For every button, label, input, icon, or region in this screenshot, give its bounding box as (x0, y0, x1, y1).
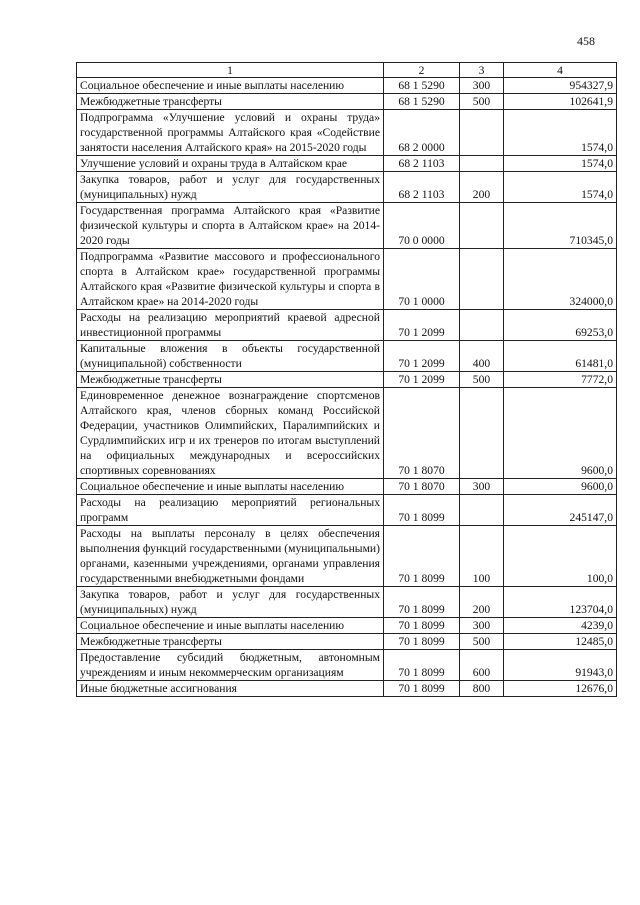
row-expense-type: 300 (460, 618, 504, 634)
row-name: Закупка товаров, работ и услуг для государственных (муниципальных) нужд (77, 172, 384, 203)
row-name: Предоставление субсидий бюджетным, автономным учреждениям и иным некоммерческим организациям (77, 650, 384, 681)
table-row (77, 310, 617, 341)
table-row (77, 156, 617, 172)
row-amount: 123704,0 (504, 587, 617, 618)
row-target-code: 70 1 8099 (384, 681, 460, 697)
budget-table (76, 62, 617, 697)
row-name: Государственная программа Алтайского края «Развитие физической культуры и спорта в Алтайском крае» на 2014-2020 годы (77, 203, 384, 249)
row-name: Улучшение условий и охраны труда в Алтайском крае (77, 156, 384, 172)
row-name: Расходы на выплаты персоналу в целях обеспечения выполнения функций государственными (муниципальными) органами, казенными учреждениями, органами управления государственными внебюджетными фондами (77, 526, 384, 587)
row-amount: 12676,0 (504, 681, 617, 697)
row-amount: 102641,9 (504, 94, 617, 110)
table-row (77, 618, 617, 634)
row-expense-type: 400 (460, 341, 504, 372)
row-target-code: 70 1 8099 (384, 587, 460, 618)
row-expense-type: 300 (460, 78, 504, 94)
row-target-code: 70 1 2099 (384, 372, 460, 388)
row-target-code: 68 2 0000 (384, 110, 460, 156)
table-row (77, 172, 617, 203)
row-expense-type: 500 (460, 94, 504, 110)
column-header: 4 (504, 63, 617, 78)
row-name: Расходы на реализацию мероприятий краевой адресной инвестиционной программы (77, 310, 384, 341)
row-name: Социальное обеспечение и иные выплаты населению (77, 479, 384, 495)
row-target-code: 70 1 8070 (384, 388, 460, 479)
row-expense-type: 500 (460, 372, 504, 388)
row-expense-type: 100 (460, 526, 504, 587)
row-expense-type (460, 156, 504, 172)
row-expense-type: 200 (460, 172, 504, 203)
row-name: Межбюджетные трансферты (77, 372, 384, 388)
row-expense-type: 500 (460, 634, 504, 650)
row-amount: 91943,0 (504, 650, 617, 681)
row-name: Капитальные вложения в объекты государственной (муниципальной) собственности (77, 341, 384, 372)
row-expense-type: 300 (460, 479, 504, 495)
row-target-code: 68 1 5290 (384, 78, 460, 94)
row-expense-type (460, 310, 504, 341)
column-header: 1 (77, 63, 384, 78)
row-expense-type (460, 203, 504, 249)
table-row (77, 587, 617, 618)
row-expense-type (460, 495, 504, 526)
row-amount: 100,0 (504, 526, 617, 587)
row-target-code: 70 1 8099 (384, 634, 460, 650)
column-header: 3 (460, 63, 504, 78)
row-target-code: 70 1 8099 (384, 526, 460, 587)
table-row (77, 203, 617, 249)
row-name: Единовременное денежное вознаграждение спортсменов Алтайского края, членов сборных команд Российской Федерации, участников Олимпийских, Паралимпийских и Сурдлимпийских игр и их тренеров по итогам выступлений на официальных международных и всероссийских спортивных соревнованиях (77, 388, 384, 479)
row-amount: 61481,0 (504, 341, 617, 372)
row-target-code: 70 1 8070 (384, 479, 460, 495)
table-row (77, 650, 617, 681)
row-expense-type (460, 388, 504, 479)
row-amount: 7772,0 (504, 372, 617, 388)
table-row (77, 94, 617, 110)
row-amount: 245147,0 (504, 495, 617, 526)
row-amount: 1574,0 (504, 156, 617, 172)
row-amount: 954327,9 (504, 78, 617, 94)
table-row (77, 681, 617, 697)
row-name: Подпрограмма «Улучшение условий и охраны труда» государственной программы Алтайского края «Содействие занятости населения Алтайского края» на 2015-2020 годы (77, 110, 384, 156)
row-amount: 1574,0 (504, 172, 617, 203)
row-target-code: 70 1 8099 (384, 618, 460, 634)
page-number: 458 (577, 34, 595, 48)
row-expense-type (460, 110, 504, 156)
table-row (77, 341, 617, 372)
row-amount: 4239,0 (504, 618, 617, 634)
row-amount: 1574,0 (504, 110, 617, 156)
table-row (77, 634, 617, 650)
row-expense-type: 600 (460, 650, 504, 681)
row-amount: 710345,0 (504, 203, 617, 249)
row-expense-type: 800 (460, 681, 504, 697)
row-target-code: 70 1 8099 (384, 650, 460, 681)
table-row (77, 495, 617, 526)
row-amount: 9600,0 (504, 479, 617, 495)
row-expense-type: 200 (460, 587, 504, 618)
row-target-code: 68 1 5290 (384, 94, 460, 110)
row-target-code: 68 2 1103 (384, 156, 460, 172)
row-target-code: 70 1 2099 (384, 310, 460, 341)
row-expense-type (460, 249, 504, 310)
header-row (77, 63, 617, 78)
row-name: Социальное обеспечение и иные выплаты населению (77, 618, 384, 634)
row-name: Закупка товаров, работ и услуг для государственных (муниципальных) нужд (77, 587, 384, 618)
row-name: Подпрограмма «Развитие массового и профессионального спорта в Алтайском крае» государственной программы Алтайского края «Развитие физической культуры и спорта в Алтайском крае» на 2014-2020 годы (77, 249, 384, 310)
row-amount: 12485,0 (504, 634, 617, 650)
row-target-code: 68 2 1103 (384, 172, 460, 203)
table-row (77, 526, 617, 587)
table-row (77, 388, 617, 479)
row-name: Межбюджетные трансферты (77, 94, 384, 110)
row-target-code: 70 1 0000 (384, 249, 460, 310)
row-name: Социальное обеспечение и иные выплаты населению (77, 78, 384, 94)
row-name: Межбюджетные трансферты (77, 634, 384, 650)
row-name: Иные бюджетные ассигнования (77, 681, 384, 697)
row-target-code: 70 1 8099 (384, 495, 460, 526)
row-target-code: 70 1 2099 (384, 341, 460, 372)
row-amount: 69253,0 (504, 310, 617, 341)
row-target-code: 70 0 0000 (384, 203, 460, 249)
table-row (77, 78, 617, 94)
row-amount: 9600,0 (504, 388, 617, 479)
table-row (77, 110, 617, 156)
row-amount: 324000,0 (504, 249, 617, 310)
row-name: Расходы на реализацию мероприятий региональных программ (77, 495, 384, 526)
column-header: 2 (384, 63, 460, 78)
table-row (77, 479, 617, 495)
table-row (77, 372, 617, 388)
table-row (77, 249, 617, 310)
